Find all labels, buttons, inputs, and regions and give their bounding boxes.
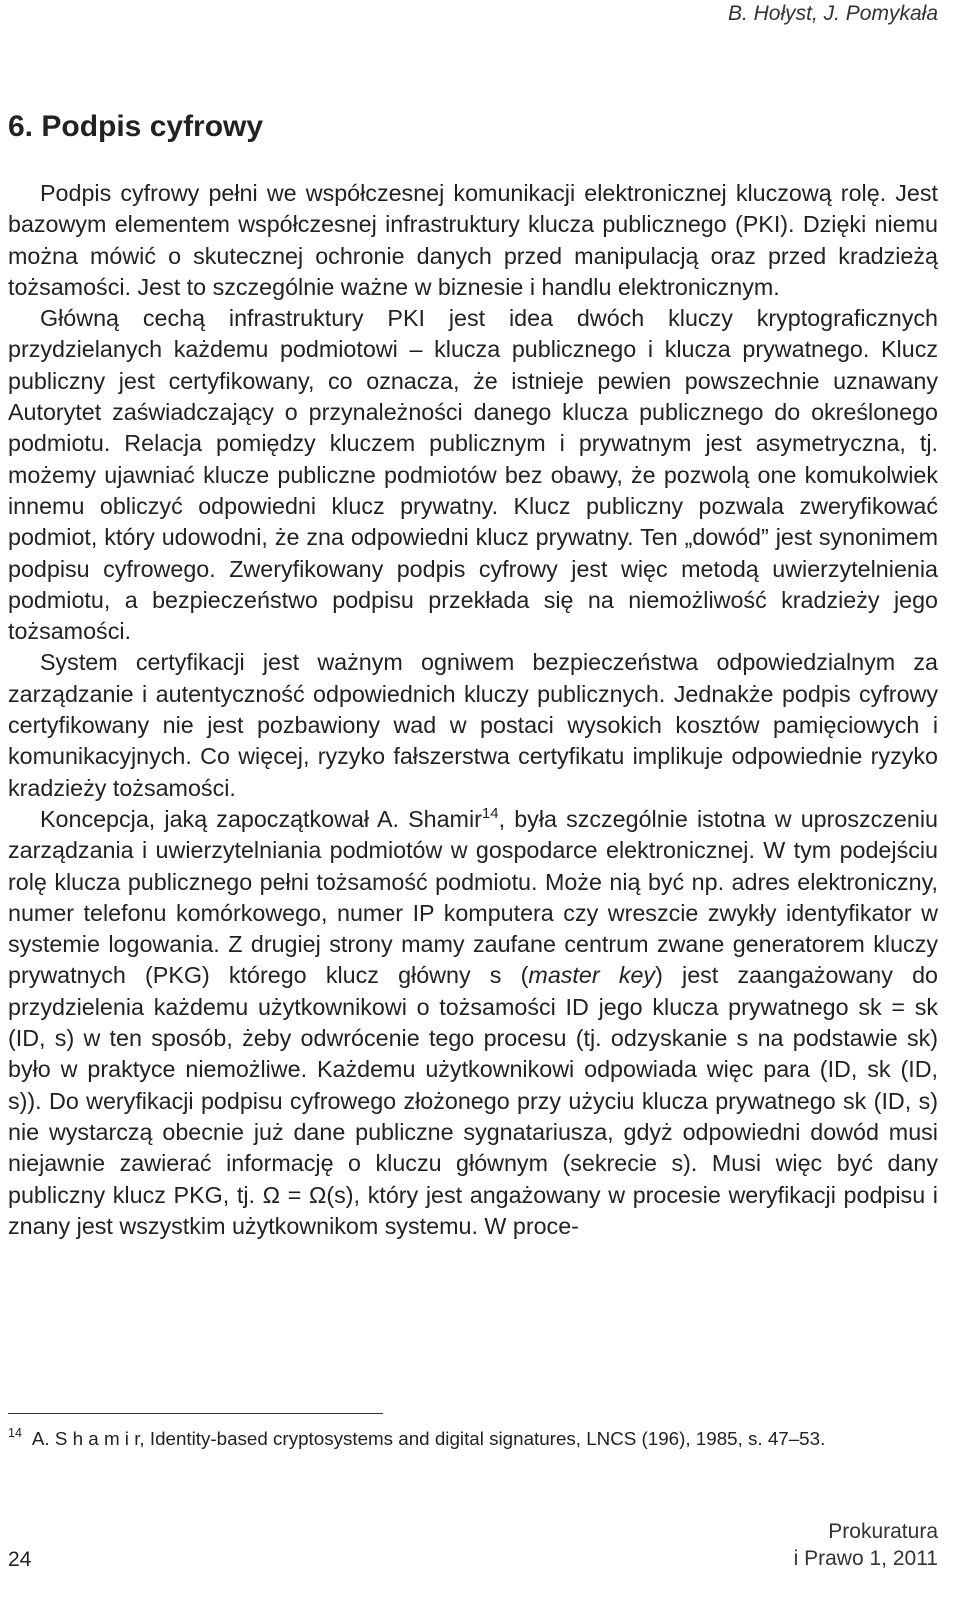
footnote bbox=[8, 1426, 943, 1452]
journal-issue: i Prawo 1, 2011 bbox=[793, 1547, 938, 1570]
footnote-reference[interactable]: 14 bbox=[481, 804, 499, 822]
journal-footer bbox=[794, 1518, 938, 1572]
paragraph-2: Główną cechą infrastruktury PKI jest idea dwóch kluczy kryptograficznych przydzielanych każdemu podmiotowi – klucza publicznego i klucza prywatnego. Klucz publiczny jest certyfikowany, co oznacza, że istnieje pewien powszechnie uznawany Autorytet zaświadczający o przynależności danego klucza publicznego do określonego podmiotu. Relacja pomiędzy kluczem publicznym i prywatnym jest asymetryczna, tj. możemy ujawniać klucze publiczne podmiotów bez obawy, że pozwolą one komukolwiek innemu obliczyć odpowiedni klucz prywatny. Klucz publiczny pozwala zweryfikować podmiot, który udowodni, że zna odpowiedni klucz prywatny. Ten „dowód” jest synonimem podpisu cyfrowego. Zweryfikowany podpis cyfrowy jest więc metodą uwierzytelnienia podmiotu, a bezpieczeństwo podpisu przekłada się na niemożliwość kradzieży jego tożsamości. bbox=[8, 305, 938, 645]
paragraph-4-part-a: Koncepcja, jaką zapoczątkował A. Shamir bbox=[40, 805, 482, 832]
journal-name: Prokuratura bbox=[828, 1520, 938, 1543]
footnote-text: A. S h a m i r, Identity-based cryptosystems and digital signatures, LNCS (196), 1985, s. 47–53. bbox=[31, 1428, 826, 1449]
footnote-number: 14 bbox=[8, 1426, 22, 1440]
footnote-divider bbox=[8, 1413, 383, 1414]
paragraph-4 bbox=[8, 804, 938, 1242]
italic-term: master key bbox=[528, 962, 656, 989]
paragraph-1: Podpis cyfrowy pełni we współczesnej komunikacji elektronicznej kluczową rolę. Jest bazowym elementem współczesnej infrastruktury klucza publicznego (PKI). Dzięki niemu można mówić o skutecznej ochronie danych przed manipulacją oraz przed kradzieżą tożsamości. Jest to szczególnie ważne w biznesie i handlu elektronicznym. bbox=[8, 180, 938, 300]
page-number: 24 bbox=[8, 1548, 32, 1571]
body-text bbox=[8, 178, 938, 1242]
paragraph-4-part-b: , była szczególnie istotna w uproszczeniu zarządzania i uwierzytelniania podmiotów w gospodarce elektronicznej. W tym podejściu rolę klucza publicznego pełni tożsamość podmiotu. Może nią być np. adres elektroniczny, numer telefonu komórkowego, numer IP komputera czy wreszcie zwykły identyfikator w systemie logowania. Z drugiej strony mamy zaufane centrum zwane generatorem kluczy prywatnych (PKG) którego klucz główny s ( bbox=[8, 805, 938, 989]
running-head: B. Hołyst, J. Pomykała bbox=[727, 2, 938, 25]
paragraph-3: System certyfikacji jest ważnym ogniwem bezpieczeństwa odpowiedzialnym za zarządzanie i autentyczność odpowiednich kluczy publicznych. Jednakże podpis cyfrowy certyfikowany nie jest pozbawiony wad w postaci wysokich kosztów pamięciowych i komunikacyjnych. Co więcej, ryzyko fałszerstwa certyfikatu implikuje odpowiednie ryzyko kradzieży tożsamości. bbox=[8, 649, 938, 801]
section-title: 6. Podpis cyfrowy bbox=[8, 110, 264, 143]
paragraph-4-part-c: ) jest zaangażowany do przydzielenia każdemu użytkownikowi o tożsamości ID jego klucza prywatnego sk = sk (ID, s) w ten sposób, żeby odwrócenie tego procesu (tj. odzyskanie s na podstawie sk) było w praktyce niemożliwe. Każdemu użytkownikowi odpowiada więc para (ID, sk (ID, s)). Do weryfikacji podpisu cyfrowego złożonego przy użyciu klucza prywatnego sk (ID, s) nie wystarczą obecnie już dane publiczne sygnatariusza, gdyż odpowiedni dowód musi niejawnie zawierać informację o kluczu głównym (sekrecie s). Musi więc być dany publiczny klucz PKG, tj. Ω = Ω(s), który jest angażowany w procesie weryfikacji podpisu i znany jest wszystkim użytkownikom systemu. W proce- bbox=[8, 962, 939, 1239]
